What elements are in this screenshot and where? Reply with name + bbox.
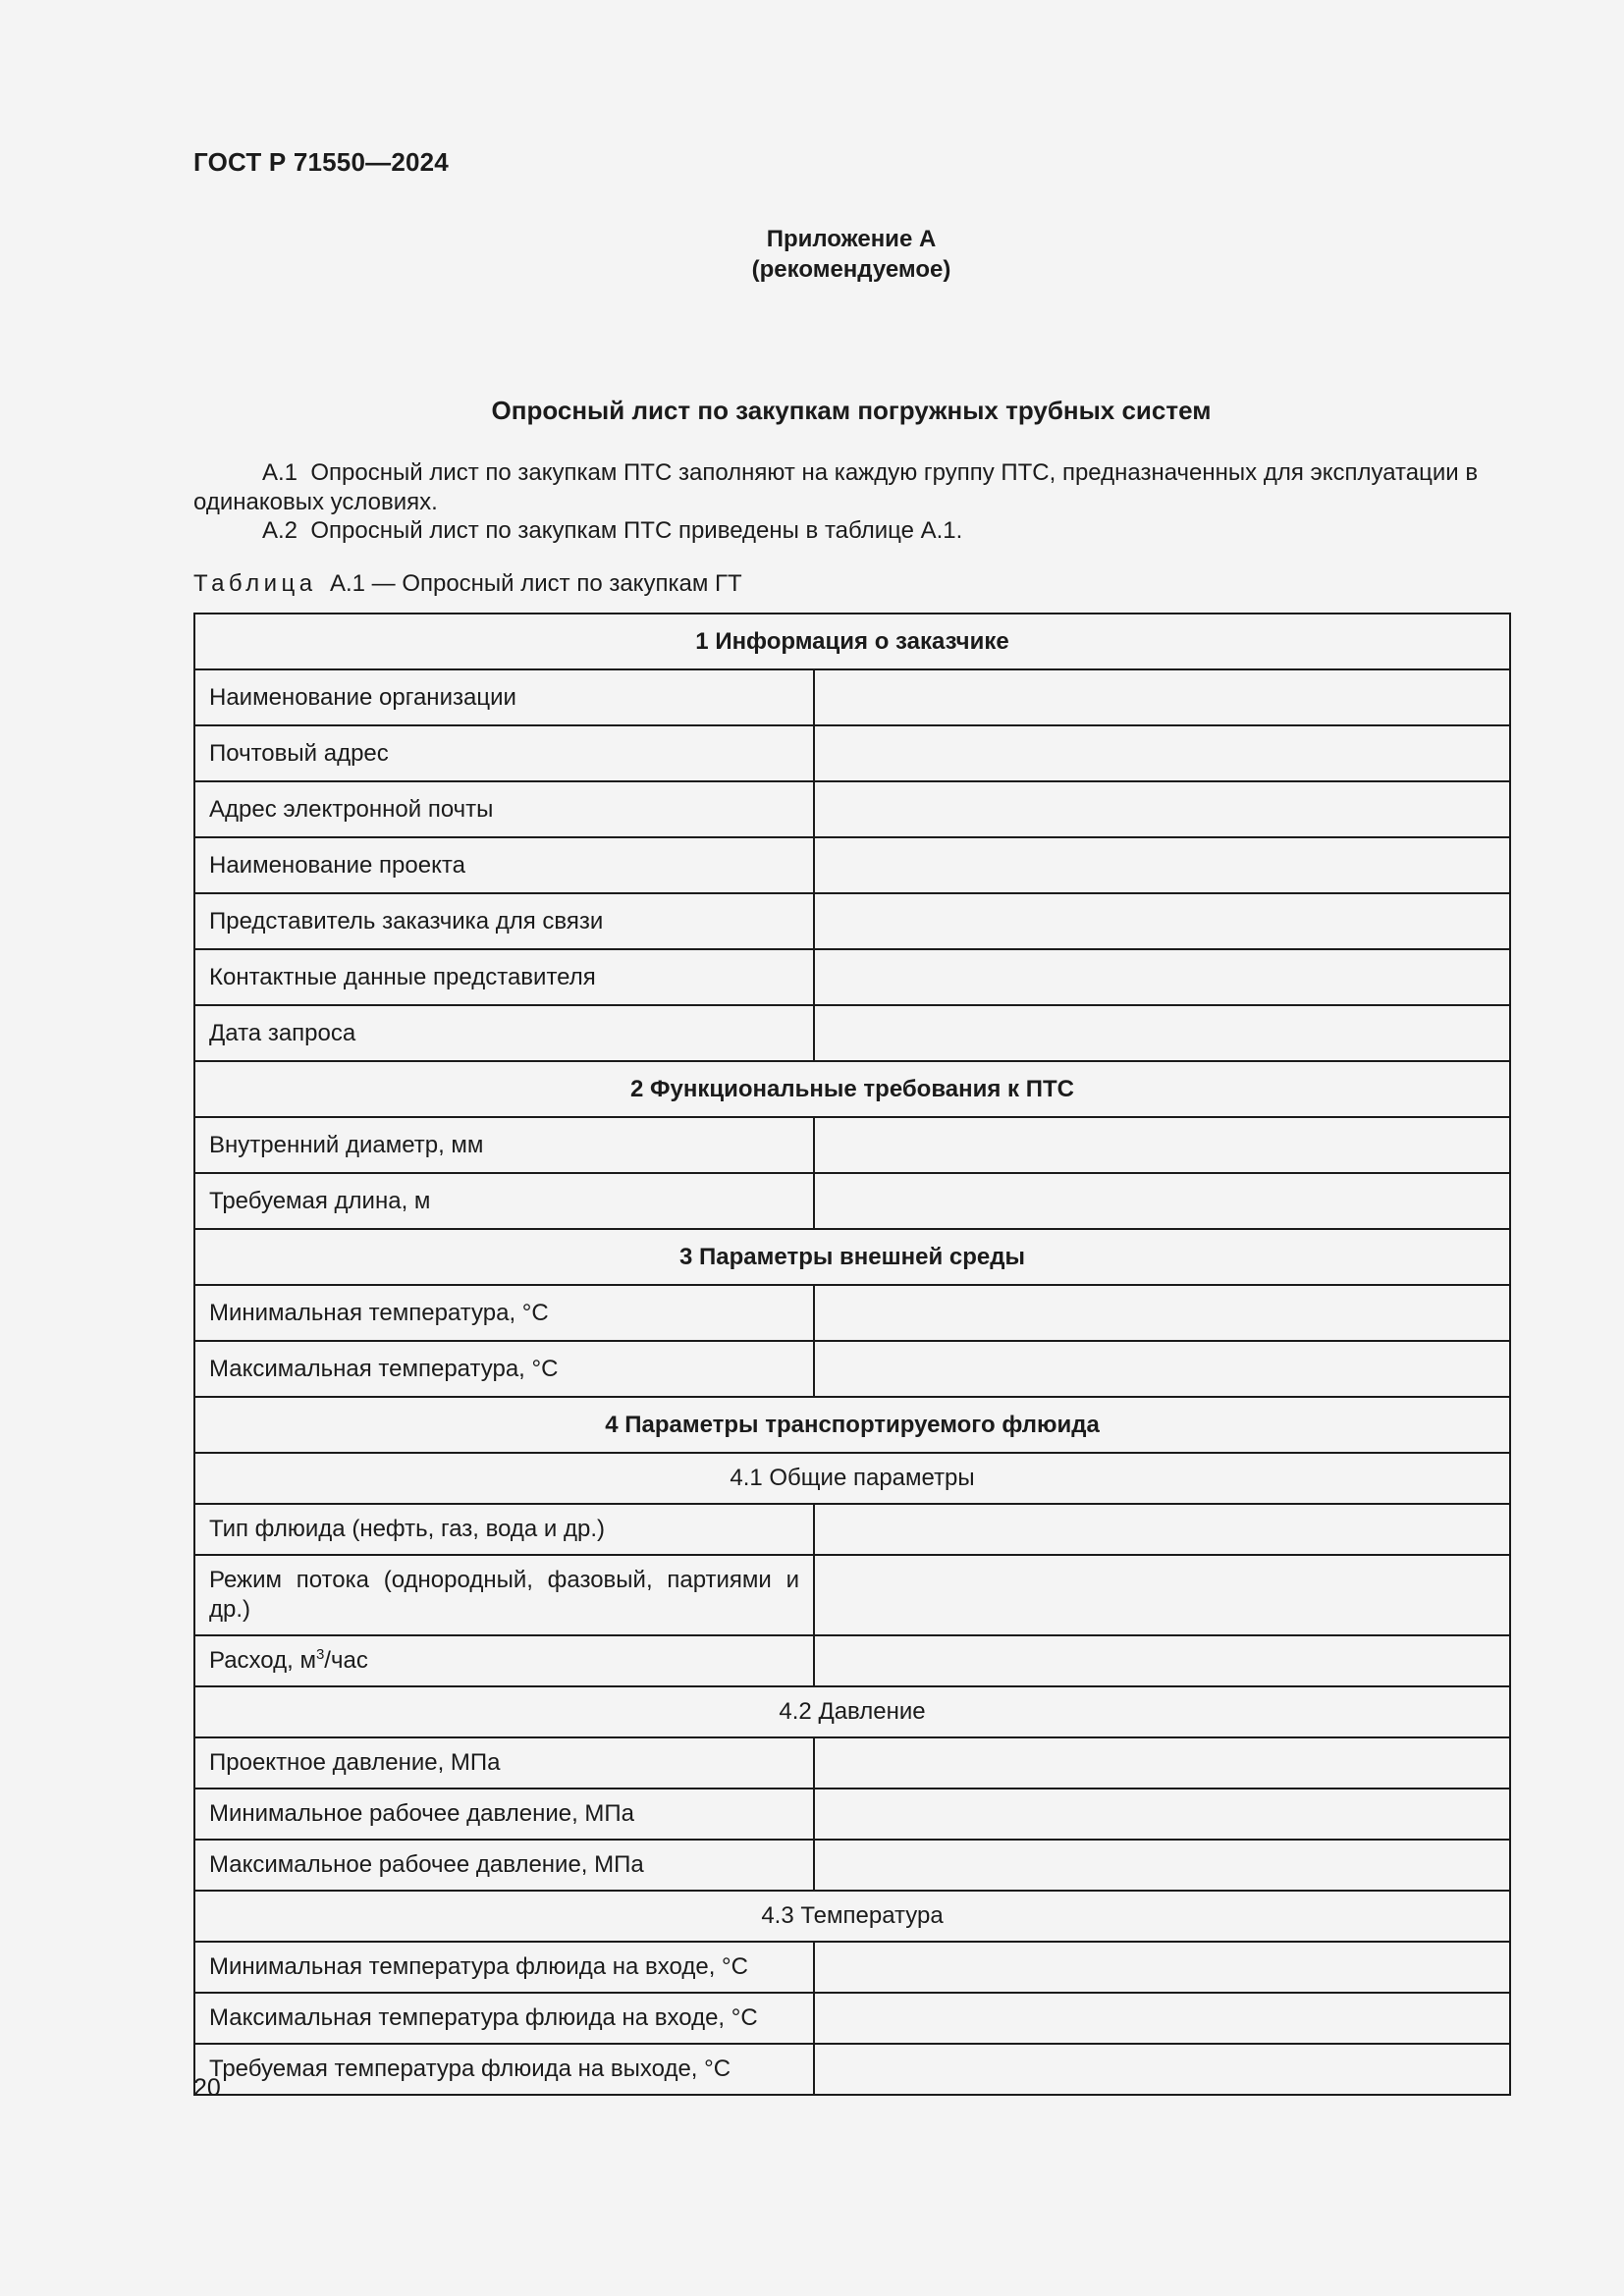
page-number: 20 bbox=[193, 2074, 221, 2102]
table-row bbox=[194, 781, 1510, 837]
row-label: Внутренний диаметр, мм bbox=[194, 1117, 814, 1173]
table-subsection-row bbox=[194, 1686, 1510, 1737]
paragraph-a2 bbox=[193, 516, 1509, 546]
table-caption-text: А.1 — Опросный лист по закупкам ГТ bbox=[329, 570, 742, 597]
table-row bbox=[194, 1993, 1510, 2044]
row-value-cell[interactable] bbox=[814, 1840, 1510, 1891]
document-code: ГОСТ Р 71550—2024 bbox=[193, 147, 449, 177]
annex-title: Приложение А bbox=[766, 226, 937, 252]
row-label: Режим потока (однородный, фазовый, партиями и др.) bbox=[194, 1555, 814, 1635]
section-header: 1 Информация о заказчике bbox=[194, 614, 1510, 669]
section-header: 3 Параметры внешней среды bbox=[194, 1229, 1510, 1285]
paragraph-a1-text: Опросный лист по закупкам ПТС заполняют на каждую группу ПТС, предназначенных для эксплуатации в одинаковых условиях. bbox=[193, 459, 1479, 515]
row-label: Минимальное рабочее давление, МПа bbox=[194, 1789, 814, 1840]
row-value-cell[interactable] bbox=[814, 949, 1510, 1005]
table-subsection-row bbox=[194, 1891, 1510, 1942]
subsection-header: 4.1 Общие параметры bbox=[194, 1453, 1510, 1504]
table-row bbox=[194, 1737, 1510, 1789]
table-row bbox=[194, 893, 1510, 949]
table-section-row bbox=[194, 1397, 1510, 1453]
flow-rate-label: Расход, м bbox=[209, 1647, 316, 1674]
table-row bbox=[194, 669, 1510, 725]
row-label: Требуемая температура флюида на выходе, °С bbox=[194, 2044, 814, 2095]
row-value-cell[interactable] bbox=[814, 837, 1510, 893]
row-label: Наименование проекта bbox=[194, 837, 814, 893]
table-row bbox=[194, 1789, 1510, 1840]
row-label: Минимальная температура, °С bbox=[194, 1285, 814, 1341]
table-row bbox=[194, 1504, 1510, 1555]
row-label: Максимальное рабочее давление, МПа bbox=[194, 1840, 814, 1891]
survey-table bbox=[193, 613, 1511, 2096]
row-value-cell[interactable] bbox=[814, 1173, 1510, 1229]
row-value-cell[interactable] bbox=[814, 1341, 1510, 1397]
table-row bbox=[194, 1341, 1510, 1397]
flow-rate-exponent: 3 bbox=[315, 1646, 325, 1663]
row-value-cell[interactable] bbox=[814, 1504, 1510, 1555]
table-section-row bbox=[194, 1061, 1510, 1117]
row-label: Требуемая длина, м bbox=[194, 1173, 814, 1229]
row-value-cell[interactable] bbox=[814, 1737, 1510, 1789]
row-value-cell[interactable] bbox=[814, 725, 1510, 781]
row-label: Максимальная температура, °С bbox=[194, 1341, 814, 1397]
annex-heading: Опросный лист по закупкам погружных трубных систем bbox=[491, 396, 1212, 425]
row-value-cell[interactable] bbox=[814, 1942, 1510, 1993]
row-label: Контактные данные представителя bbox=[194, 949, 814, 1005]
row-label: Адрес электронной почты bbox=[194, 781, 814, 837]
row-value-cell[interactable] bbox=[814, 1635, 1510, 1686]
row-value-cell[interactable] bbox=[814, 1117, 1510, 1173]
row-label: Минимальная температура флюида на входе, °С bbox=[194, 1942, 814, 1993]
table-row bbox=[194, 1285, 1510, 1341]
table-row bbox=[194, 2044, 1510, 2095]
row-label: Почтовый адрес bbox=[194, 725, 814, 781]
row-label: Максимальная температура флюида на входе, °С bbox=[194, 1993, 814, 2044]
annex-type: (рекомендуемое) bbox=[751, 256, 951, 283]
section-header: 2 Функциональные требования к ПТС bbox=[194, 1061, 1510, 1117]
paragraph-a1-number: А.1 bbox=[262, 459, 298, 486]
row-label: Представитель заказчика для связи bbox=[194, 893, 814, 949]
table-row bbox=[194, 837, 1510, 893]
paragraph-a1 bbox=[193, 458, 1509, 517]
subsection-header: 4.3 Температура bbox=[194, 1891, 1510, 1942]
row-value-cell[interactable] bbox=[814, 1993, 1510, 2044]
flow-rate-unit: /час bbox=[324, 1647, 368, 1674]
row-value-cell[interactable] bbox=[814, 893, 1510, 949]
table-section-row bbox=[194, 614, 1510, 669]
table-caption-word: Таблица bbox=[193, 570, 317, 597]
table-row bbox=[194, 1173, 1510, 1229]
table-row bbox=[194, 725, 1510, 781]
row-label-flow-rate bbox=[194, 1635, 814, 1686]
row-value-cell[interactable] bbox=[814, 1555, 1510, 1635]
row-value-cell[interactable] bbox=[814, 1285, 1510, 1341]
row-value-cell[interactable] bbox=[814, 2044, 1510, 2095]
table-caption bbox=[193, 570, 742, 598]
table-row bbox=[194, 949, 1510, 1005]
table-section-row bbox=[194, 1229, 1510, 1285]
subsection-header: 4.2 Давление bbox=[194, 1686, 1510, 1737]
row-label: Проектное давление, МПа bbox=[194, 1737, 814, 1789]
table-row bbox=[194, 1117, 1510, 1173]
row-value-cell[interactable] bbox=[814, 1005, 1510, 1061]
paragraph-a2-number: А.2 bbox=[262, 517, 298, 544]
table-row bbox=[194, 1840, 1510, 1891]
row-value-cell[interactable] bbox=[814, 1789, 1510, 1840]
row-label: Наименование организации bbox=[194, 669, 814, 725]
row-value-cell[interactable] bbox=[814, 781, 1510, 837]
row-value-cell[interactable] bbox=[814, 669, 1510, 725]
table-row bbox=[194, 1635, 1510, 1686]
section-header: 4 Параметры транспортируемого флюида bbox=[194, 1397, 1510, 1453]
table-row bbox=[194, 1005, 1510, 1061]
paragraph-a2-text: Опросный лист по закупкам ПТС приведены в таблице А.1. bbox=[310, 517, 963, 544]
row-label: Дата запроса bbox=[194, 1005, 814, 1061]
table-row bbox=[194, 1942, 1510, 1993]
table-subsection-row bbox=[194, 1453, 1510, 1504]
annex-block bbox=[0, 224, 1624, 285]
table-row bbox=[194, 1555, 1510, 1635]
row-label: Тип флюида (нефть, газ, вода и др.) bbox=[194, 1504, 814, 1555]
